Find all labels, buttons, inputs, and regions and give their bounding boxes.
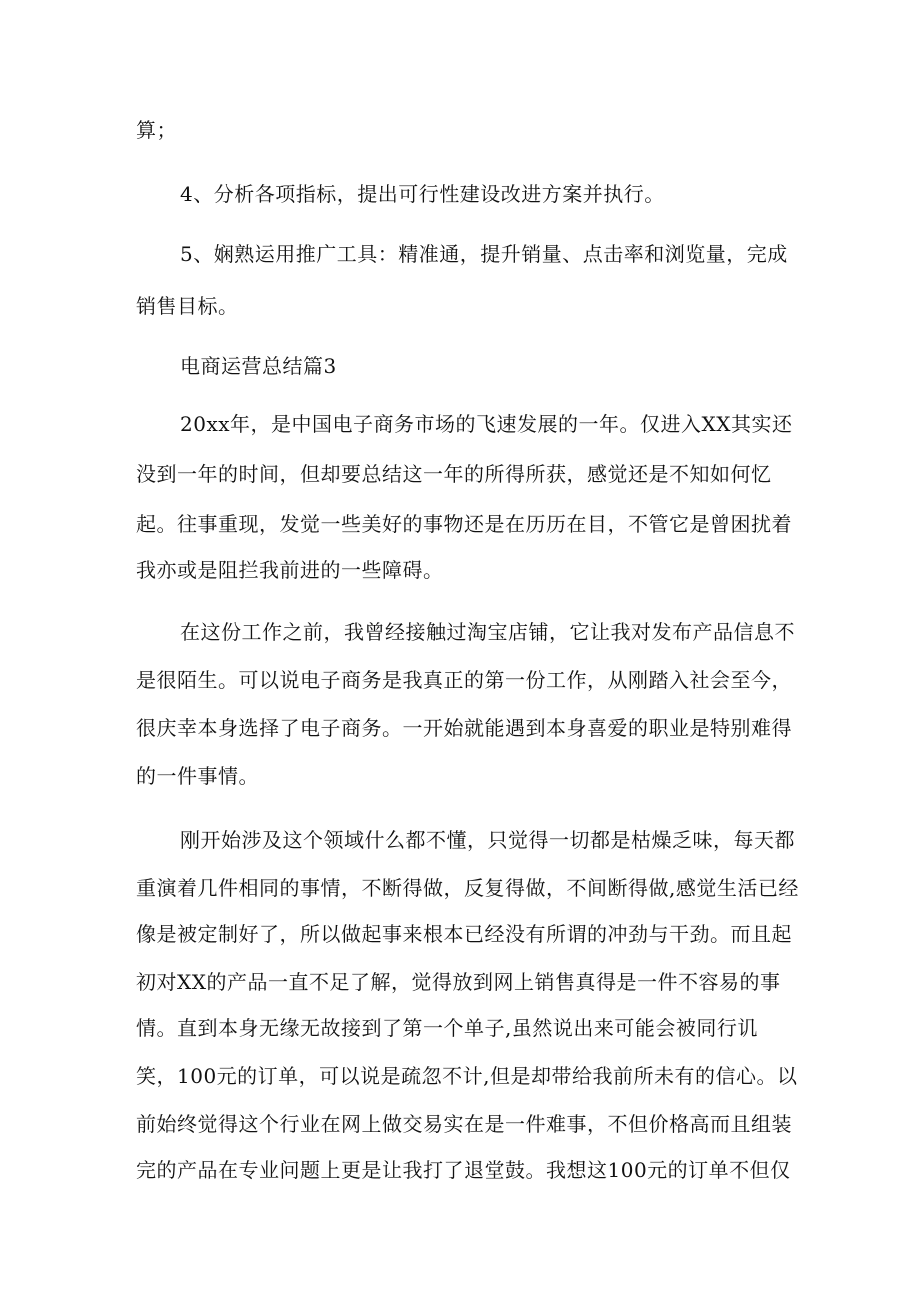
- paragraph-3-line: 前始终觉得这个行业在网上做交易实在是一件难事，不但价格高而且组装: [136, 1112, 792, 1136]
- paragraph-2-line: 的一件事情。: [136, 764, 259, 788]
- list-item-5: 5、娴熟运用推广工具：精准通，提升销量、点击率和浏览量，完成: [180, 242, 788, 266]
- paragraph-1-line: 起。往事重现，发觉一些美好的事物还是在历历在目，不管它是曾困扰着: [136, 512, 792, 536]
- text-line: 销售目标。: [136, 294, 239, 318]
- paragraph-3-line: 重演着几件相同的事情，不断得做，反复得做，不间断得做,感觉生活已经: [136, 876, 799, 900]
- paragraph-3-line: 刚开始涉及这个领域什么都不懂，只觉得一切都是枯燥乏味，每天都: [180, 828, 795, 852]
- paragraph-2-line: 很庆幸本身选择了电子商务。一开始就能遇到本身喜爱的职业是特别难得: [136, 716, 792, 740]
- paragraph-2-line: 在这份工作之前，我曾经接触过淘宝店铺，它让我对发布产品信息不: [180, 620, 795, 644]
- paragraph-3-line: 笑，100元的订单，可以说是疏忽不计,但是却带给我前所未有的信心。以: [136, 1064, 798, 1088]
- section-heading: 电商运营总结篇3: [180, 354, 337, 378]
- text-line: 算；: [136, 118, 177, 142]
- paragraph-2-line: 是很陌生。可以说电子商务是我真正的第一份工作，从刚踏入社会至今，: [136, 668, 792, 692]
- paragraph-1-line: 没到一年的时间，但却要总结这一年的所得所获，感觉还是不知如何忆: [136, 462, 772, 486]
- paragraph-1-line: 20xx年，是中国电子商务市场的飞速发展的一年。仅进入XX其实还: [180, 412, 793, 436]
- paragraph-3-line: 初对XX的产品一直不足了解，觉得放到网上销售真得是一件不容易的事: [136, 970, 781, 994]
- paragraph-3-line: 完的产品在专业问题上更是让我打了退堂鼓。我想这100元的订单不但仅: [136, 1158, 791, 1182]
- paragraph-3-line: 像是被定制好了，所以做起事来根本已经没有所谓的冲劲与干劲。而且起: [136, 922, 792, 946]
- paragraph-1-line: 我亦或是阻拦我前进的一些障碍。: [136, 558, 444, 582]
- paragraph-3-line: 情。直到本身无缘无故接到了第一个单子,虽然说出来可能会被同行讥: [136, 1016, 758, 1040]
- list-item-4: 4、分析各项指标，提出可行性建设改进方案并执行。: [180, 182, 665, 206]
